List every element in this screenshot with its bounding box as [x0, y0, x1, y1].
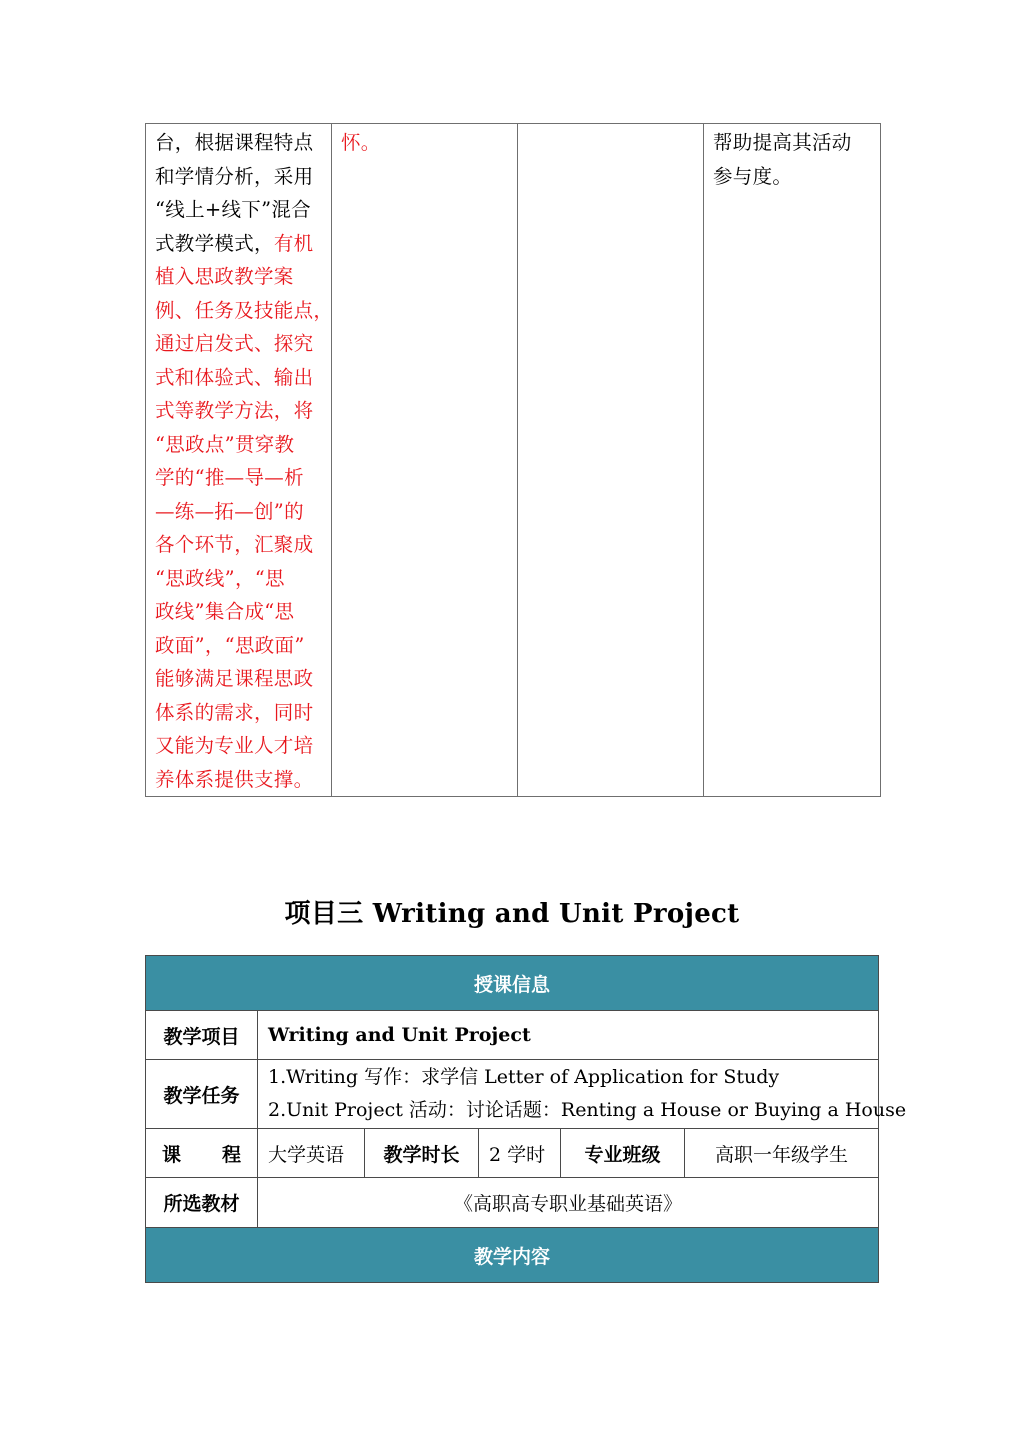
col1-line: [146, 629, 331, 663]
task-line: 1.Writing 写作：求学信 Letter of Application for Study: [268, 1066, 780, 1088]
col2-text: 怀。: [341, 131, 381, 154]
col1-line: [146, 495, 331, 529]
col1-line-text: 养体系提供支撑。: [155, 767, 314, 791]
header-teaching-info: 授课信息: [146, 956, 879, 1011]
col1-line-text: 式等教学方法，将: [155, 399, 314, 422]
col1-line: [146, 160, 331, 194]
col1-line: [146, 662, 331, 696]
col1-line: [146, 595, 331, 629]
col4-line: 帮助提高其活动: [713, 131, 852, 154]
task-line: 2.Unit Project 活动：讨论话题：Renting a House or Buying a House: [268, 1099, 907, 1121]
col1-line-text: “线上+线下”混合: [155, 198, 311, 221]
project-label: 教学项目: [146, 1011, 258, 1060]
col1-line-text: —练—拓—创”的: [155, 499, 304, 523]
col1-line-tail: 有机: [273, 231, 314, 255]
col1-line: [146, 394, 331, 428]
col1-line-text: “思政点”贯穿教: [155, 432, 295, 456]
col1-line-text: 通过启发式、探究: [155, 332, 314, 355]
col1-line-text: 政面”，“思政面”: [155, 633, 305, 657]
col1-line: [146, 562, 331, 596]
header-teaching-content: 教学内容: [146, 1228, 879, 1283]
col1-line: [146, 763, 331, 797]
col1-line: [146, 696, 331, 730]
col3-cell: [518, 124, 704, 797]
course-label: [146, 1129, 258, 1178]
col1-line: [146, 126, 331, 160]
col1-line-text: 和学情分析，采用: [155, 164, 314, 188]
col1-line: [146, 260, 331, 294]
col1-line: [146, 327, 331, 361]
textbook-label: 所选教材: [146, 1178, 258, 1228]
course-label-char: 课: [162, 1143, 182, 1166]
col4-line: 参与度。: [713, 164, 793, 188]
col1-line-text: 植入思政教学案: [155, 265, 294, 288]
task-label: 教学任务: [146, 1060, 258, 1129]
col1-line: [146, 227, 331, 261]
col1-line-text: 例、任务及技能点，: [155, 298, 334, 322]
col1-line-text: 又能为专业人才培: [155, 734, 314, 757]
col1-line-text: 台，根据课程特点: [155, 131, 314, 154]
col1-line-text: 式教学模式，: [155, 231, 274, 255]
col1-line: [146, 193, 331, 227]
section-title: 项目三 Writing and Unit Project: [284, 899, 740, 929]
col1-line: [146, 461, 331, 495]
course-label-char: 程: [221, 1143, 241, 1166]
col1-line-text: 各个环节，汇聚成: [155, 533, 314, 556]
hours-label: 教学时长: [365, 1129, 479, 1178]
col1-line: [146, 361, 331, 395]
col1-line: [146, 428, 331, 462]
hours-value: 2 学时: [479, 1129, 561, 1178]
task-value: [258, 1060, 907, 1129]
continuation-table: [145, 123, 881, 797]
course-value: 大学英语: [258, 1129, 365, 1178]
col1-line-text: 能够满足课程思政: [155, 667, 314, 690]
col1-cell: [146, 124, 332, 797]
col1-line-text: 体系的需求，同时: [155, 700, 314, 724]
col1-text: [146, 126, 334, 796]
col1-line-text: 学的“推—导—析: [155, 466, 304, 489]
col1-line: [146, 528, 331, 562]
col1-line-text: 式和体验式、输出: [155, 365, 314, 389]
col1-line-text: 政线”集合成“思: [155, 600, 295, 623]
project-value: Writing and Unit Project: [258, 1011, 879, 1060]
col1-line-text: “思政线”，“思: [155, 566, 285, 590]
info-table: [145, 955, 907, 1283]
col4-cell: [704, 124, 881, 797]
class-label: 专业班级: [561, 1129, 685, 1178]
class-value: 高职一年级学生: [685, 1129, 879, 1178]
textbook-value: 《高职高专职业基础英语》: [258, 1178, 879, 1228]
col1-line: [146, 729, 331, 763]
col2-cell: [332, 124, 518, 797]
col1-line: [146, 294, 334, 328]
